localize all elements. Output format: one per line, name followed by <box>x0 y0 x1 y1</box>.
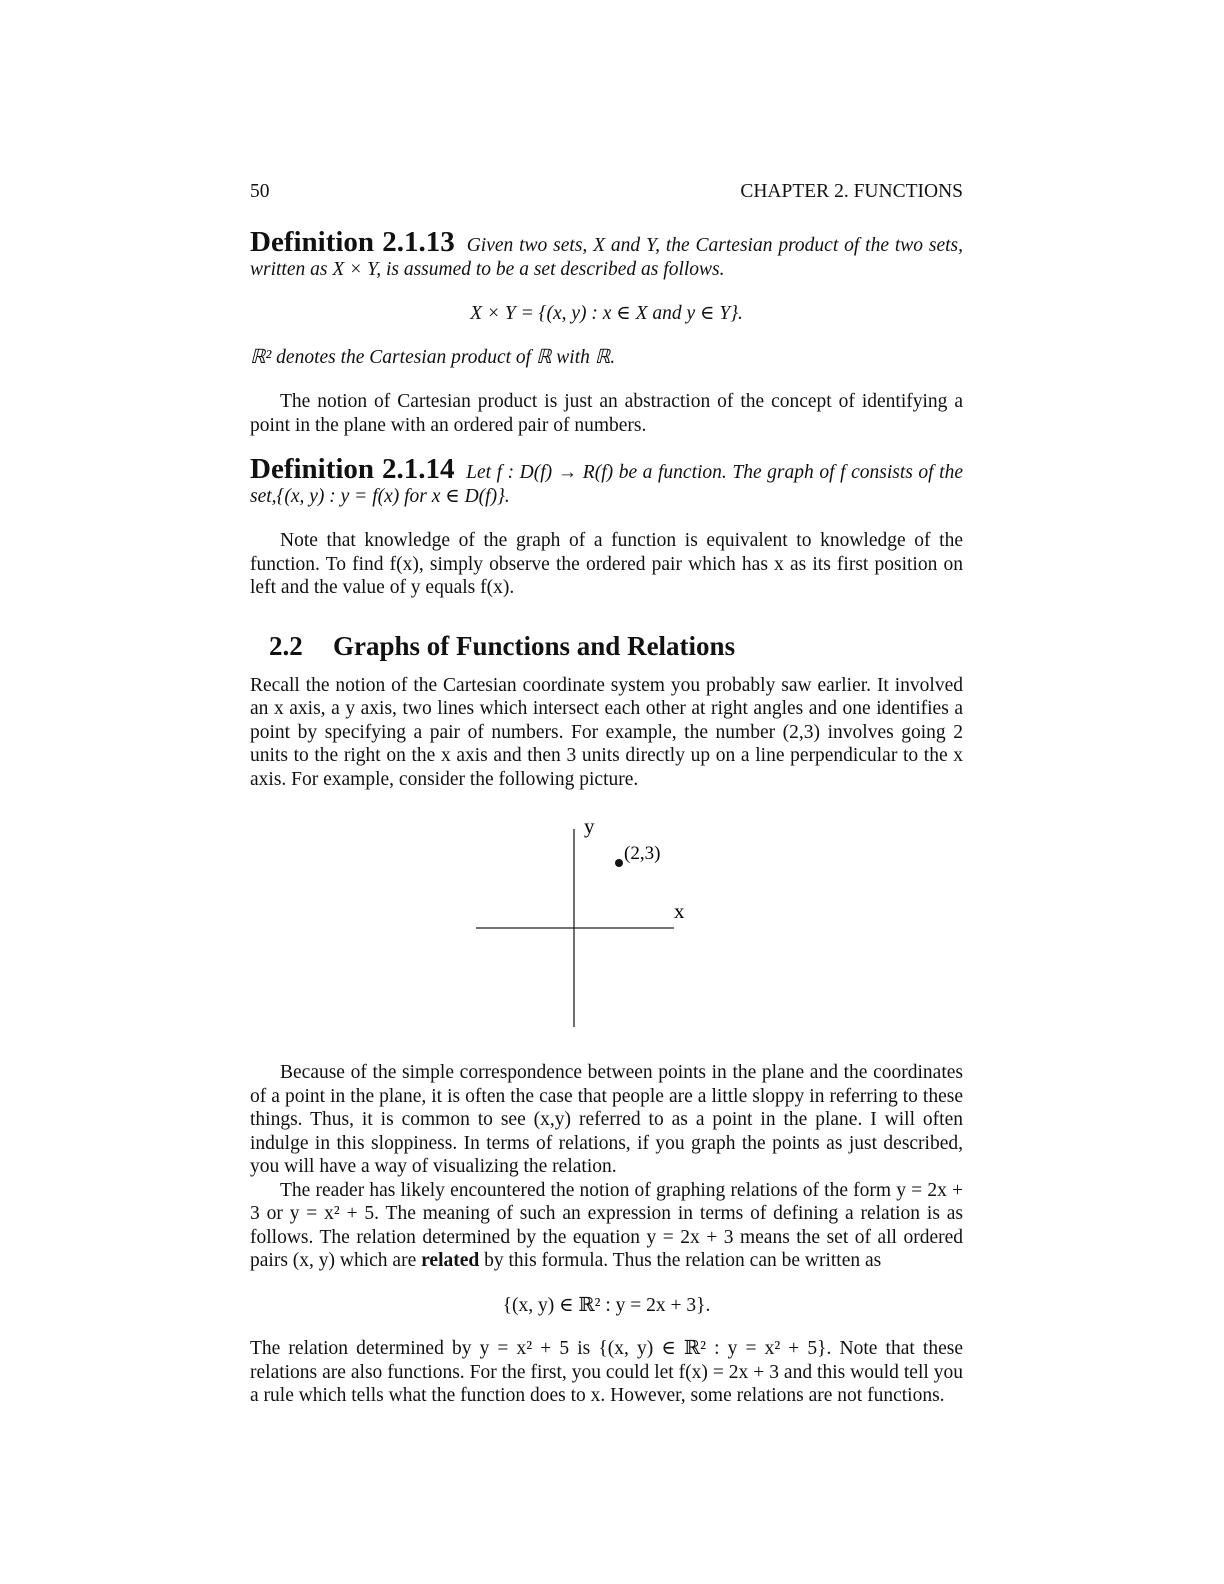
relation-display: {(x, y) ∈ ℝ² : y = 2x + 3}. <box>502 1294 711 1316</box>
paragraph-because: Because of the simple correspondence between points in the plane and the coordinates of a point in the plane, it is often the case that people are a little sloppy in referring to these things. Thus, it is common to see (x,y) referred to as a point in the plane. I will often indulge in this sloppiness. In terms of relations, if you graph the points as just described, you will have a way of visualizing the relation. <box>250 1062 963 1177</box>
point-marker <box>615 859 623 867</box>
definition-body: Let f : D(f) → R(f) be a function. The graph of f consists of the set,{(x, y) : y = f(x) for x ∈ D(f)}. <box>250 462 963 507</box>
definition-heading: Definition 2.1.13 <box>250 226 455 258</box>
paragraph-cartesian: The notion of Cartesian product is just an abstraction of the concept of identifying a point in the plane with an ordered pair of numbers. <box>250 391 963 436</box>
paragraph-recall: Recall the notion of the Cartesian coordinate system you probably saw earlier. It involved an x axis, a y axis, two lines which intersect each other at right angles and one identifies a point by specifying a pair of numbers. For example, the number (2,3) involves going 2 units to the right on the x axis and then 3 units directly up on a line perpendicular to the x axis. For example, consider the following picture. <box>250 674 963 790</box>
section-title: Graphs of Functions and Relations <box>333 630 736 661</box>
page <box>250 180 963 1408</box>
paragraph-reader <box>250 1179 963 1273</box>
cartesian-product-formula: X × Y = {(x, y) : x ∈ X and y ∈ Y}. <box>470 303 743 324</box>
reader-text-1: The reader has likely encountered the notion of graphing relations of the form y = 2x + 3 or y = x² + 5. The meaning of such an expression in terms of defining a relation is as follows. The relation determined by the equation y = 2x + 3 means the set of all ordered pairs (x, y) which are <box>250 1179 963 1271</box>
section-number: 2.2 <box>269 630 303 661</box>
definition-2-1-14 <box>250 453 963 508</box>
page-number: 50 <box>250 181 270 202</box>
paragraph-final: The relation determined by y = x² + 5 is {(x, y) ∈ ℝ² : y = x² + 5}. Note that these relations are also functions. For the first, you could let f(x) = 2x + 3 and this would tell you a rule which tells what the function does to x. However, some relations are not functions. <box>250 1338 963 1406</box>
coordinate-figure <box>250 811 963 1061</box>
section-heading <box>250 630 963 662</box>
page-header <box>250 180 963 210</box>
running-title: CHAPTER 2. FUNCTIONS <box>740 181 963 202</box>
paragraph-graph-note: Note that knowledge of the graph of a function is equivalent to knowledge of the function. To find f(x), simply observe the ordered pair which has x as its first position on left and the value of y equals f(x). <box>250 530 963 598</box>
definition-2-1-13 <box>250 226 964 281</box>
point-label: (2,3) <box>624 843 661 864</box>
x-axis-label: x <box>674 899 685 923</box>
y-axis-label: y <box>584 814 595 838</box>
bold-related: related <box>421 1250 480 1271</box>
definition-heading: Definition 2.1.14 <box>250 453 455 485</box>
definition-body: Given two sets, X and Y, the Cartesian product of the two sets, written as X × Y, is assumed to be a set described as follows. <box>250 235 964 280</box>
reader-text-2: by this formula. Thus the relation can be written as <box>479 1250 882 1271</box>
coordinate-axes-svg <box>250 811 963 1061</box>
r2-note: ℝ² denotes the Cartesian product of ℝ with ℝ. <box>250 346 616 368</box>
